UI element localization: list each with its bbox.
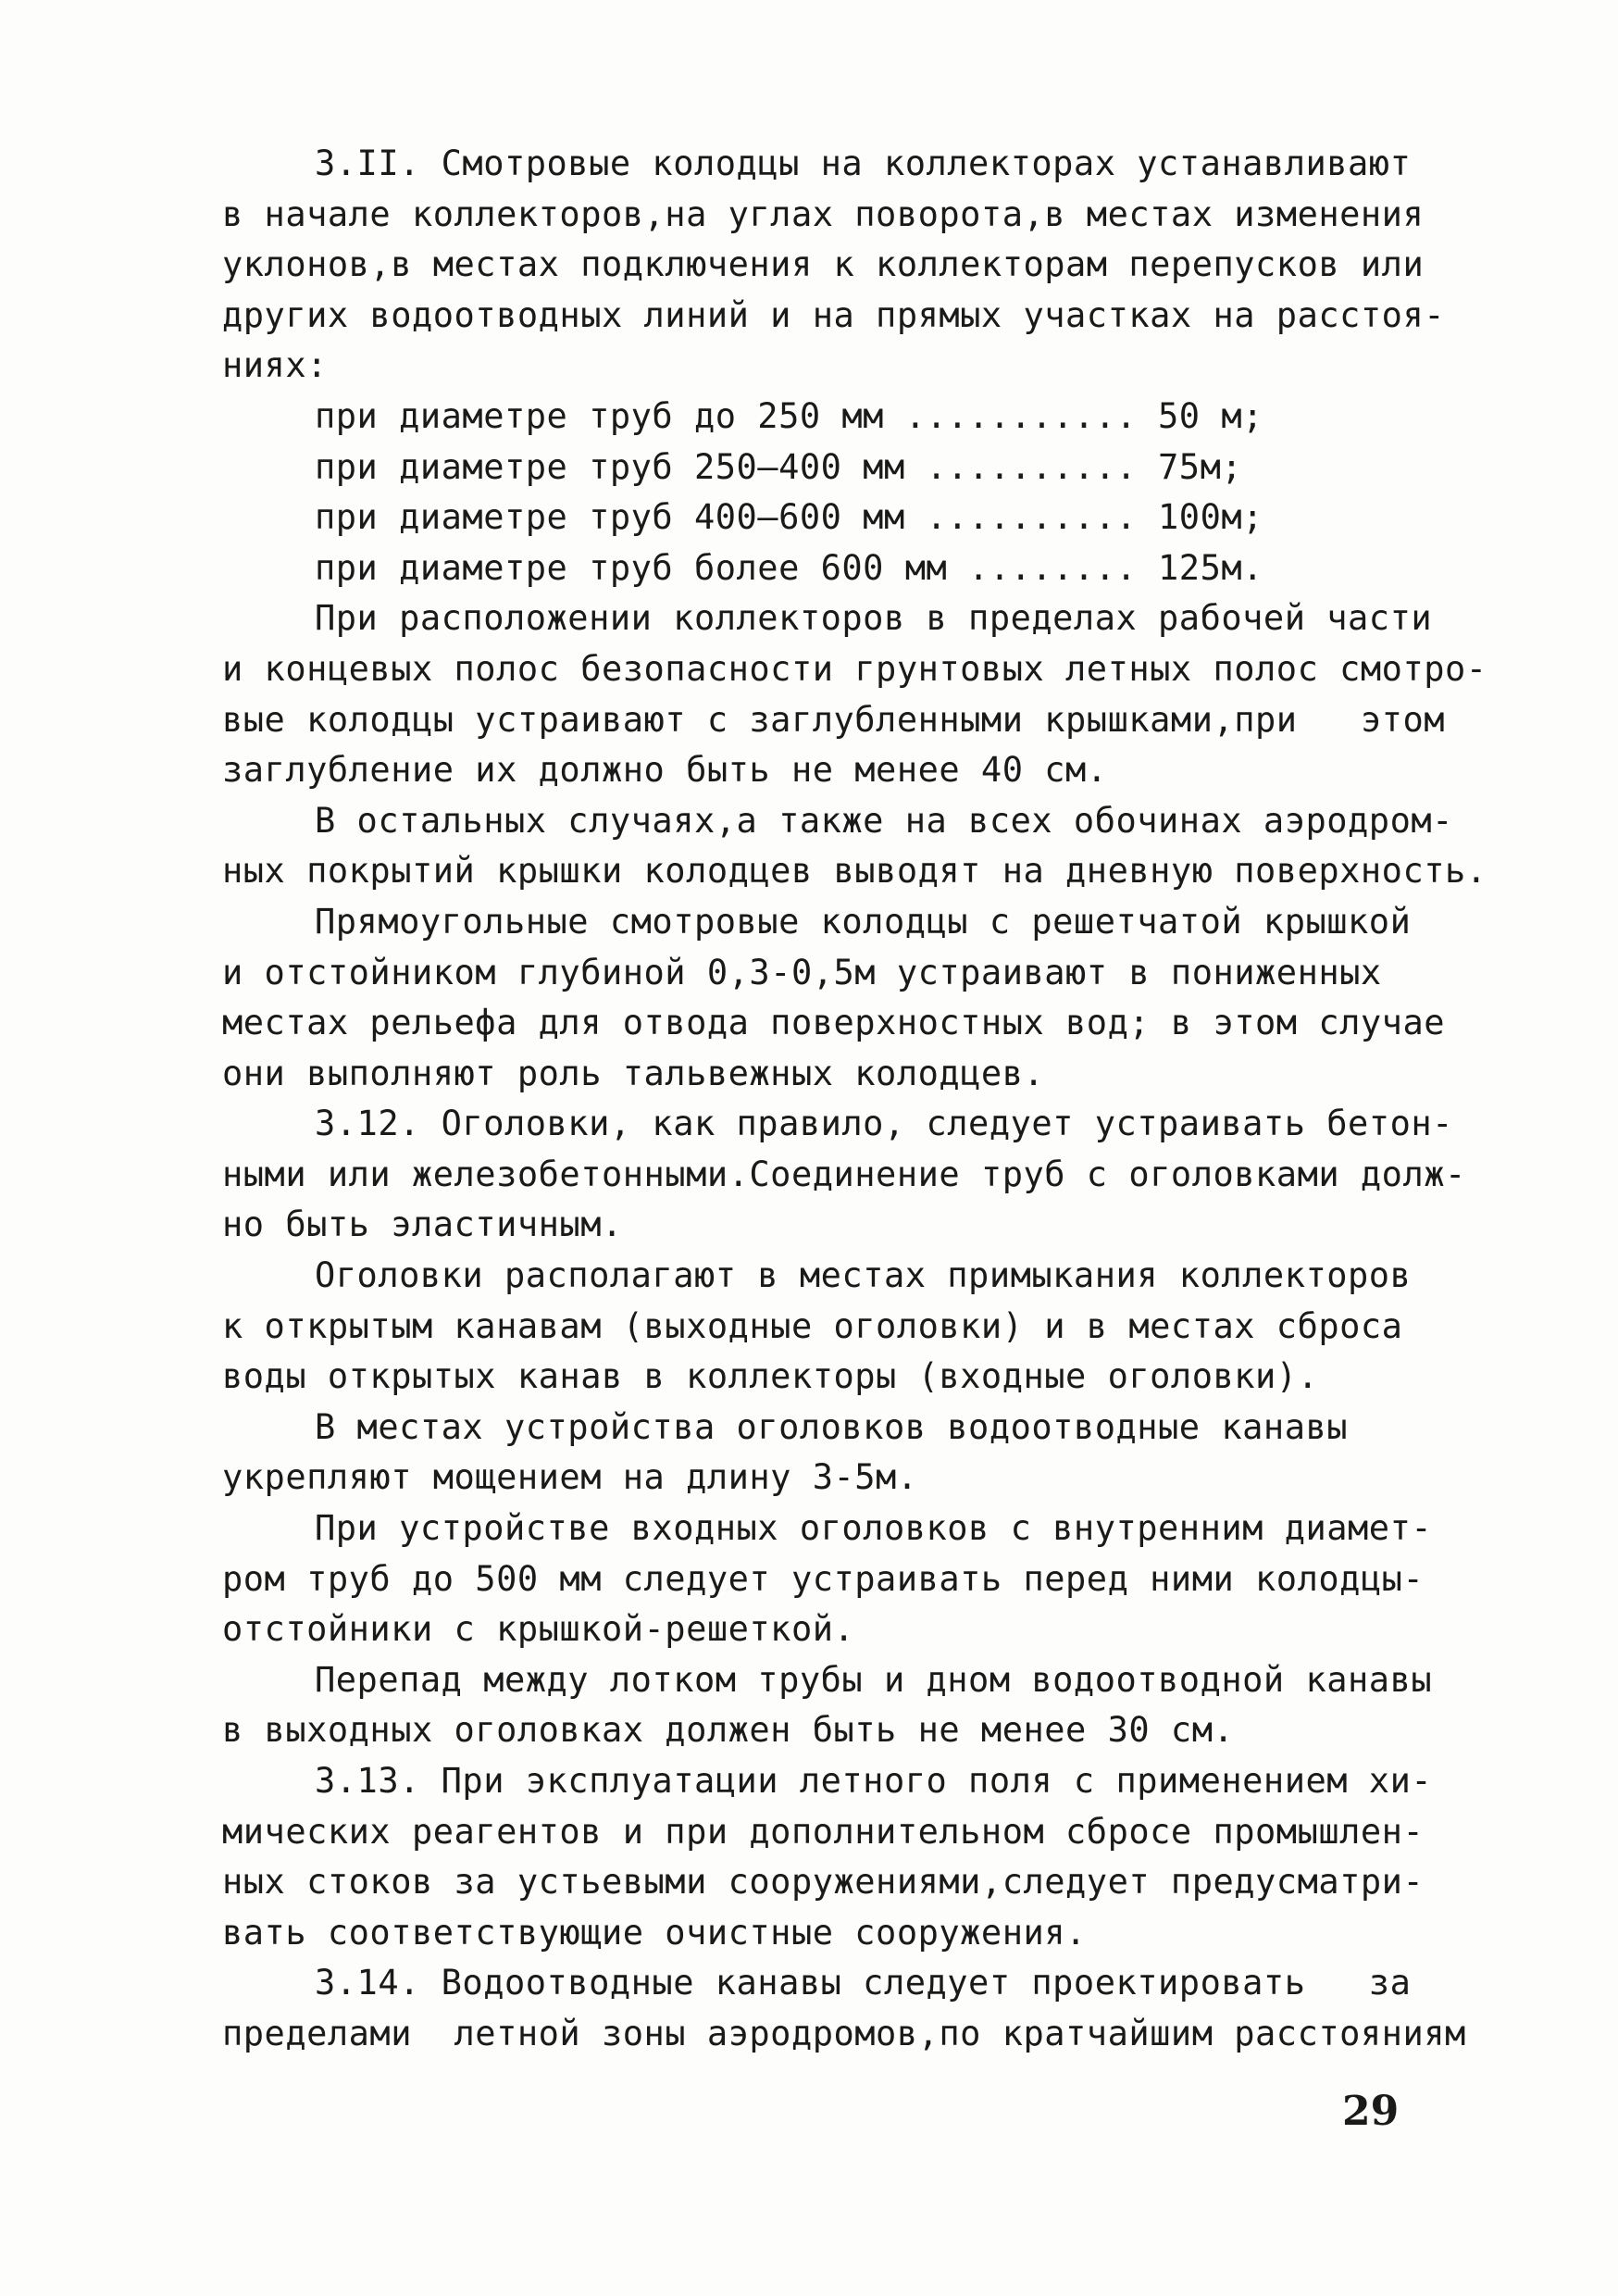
distance-list-item-1: при диаметре труб до 250 мм ........... 50 м; [315,395,1263,436]
paragraph-3-12-line-3: но быть эластичным. [222,1204,623,1245]
paragraph-headwalls-line-1: Оголовки располагают в местах примыкания коллекторов [315,1255,1412,1296]
paragraph-3-11-line-3: уклонов,в местах подключения к коллекторам перепусков или [222,244,1425,285]
paragraph-headwalls-line-3: воды открытых канав в коллекторы (входные оголовки). [222,1356,1319,1397]
paragraph-inlet-line-1: При устройстве входных оголовков с внутренним диамет- [315,1508,1433,1549]
paragraph-3-11-line-5: ниях: [222,345,328,386]
document-body [222,139,1487,2060]
paragraph-3-13-line-4: вать соответствующие очистные сооружения. [222,1912,1087,1953]
paragraph-rect-wells-line-1: Прямоугольные смотровые колодцы с решетчатой крышкой [315,901,1412,942]
paragraph-headwalls-line-2: к открытым канавам (выходные оголовки) и в местах сброса [222,1305,1403,1346]
page-number: 29 [1342,2088,1400,2135]
paragraph-collectors-line-3: вые колодцы устраивают с заглубленными крышками,при этом [222,699,1446,740]
paragraph-rect-wells-line-4: они выполняют роль тальвежных колодцев. [222,1053,1045,1093]
paragraph-3-14-line-1: 3.14. Водоотводные канавы следует проектировать за [315,1963,1412,2003]
paragraph-3-14-line-2: пределами летной зоны аэродромов,по кратчайшим расстояниям [222,2013,1466,2053]
distance-list-item-3: при диаметре труб 400—600 мм .......... 100м; [315,497,1263,538]
paragraph-3-13-line-3: ных стоков за устьевыми сооружениями,следует предусматри- [222,1862,1425,1903]
paragraph-3-12-line-2: ными или железобетонными.Соединение труб с оголовками долж- [222,1154,1466,1194]
paragraph-rect-wells-line-2: и отстойником глубиной 0,3-0,5м устраивают в пониженных [222,952,1382,992]
paragraph-other-cases-line-2: ных покрытий крышки колодцев выводят на дневную поверхность. [222,851,1487,892]
paragraph-collectors-line-4: заглубление их должно быть не менее 40 см. [222,750,1108,791]
paragraph-inlet-line-3: отстойники с крышкой-решеткой. [222,1609,855,1650]
paragraph-drop-line-1: Перепад между лотком трубы и дном водоотводной канавы [315,1659,1433,1700]
paragraph-collectors-line-2: и концевых полос безопасности грунтовых летных полос смотро- [222,648,1487,689]
paragraph-inlet-line-2: ром труб до 500 мм следует устраивать перед ними колодцы- [222,1558,1425,1599]
paragraph-3-12-line-1: 3.12. Оголовки, как правило, следует устраивать бетон- [315,1104,1453,1144]
paragraph-3-11-line-1: 3.II. Смотровые колодцы на коллекторах устанавливают [315,144,1412,183]
paragraph-paving-line-1: В местах устройства оголовков водоотводные канавы [315,1406,1349,1447]
paragraph-paving-line-2: укрепляют мощением на длину 3-5м. [222,1457,918,1498]
paragraph-3-11-line-2: в начале коллекторов,на углах поворота,в местах изменения [222,193,1425,234]
paragraph-3-13-line-1: 3.13. При эксплуатации летного поля с применением хи- [315,1761,1433,1801]
paragraph-drop-line-2: в выходных оголовках должен быть не менее 30 см. [222,1710,1235,1751]
paragraph-other-cases-line-1: В остальных случаях,а также на всех обочинах аэродром- [315,800,1453,841]
paragraph-collectors-line-1: При расположении коллекторов в пределах рабочей части [315,598,1433,639]
paragraph-rect-wells-line-3: местах рельефа для отвода поверхностных вод; в этом случае [222,1003,1446,1043]
paragraph-3-13-line-2: мических реагентов и при дополнительном сбросе промышлен- [222,1811,1425,1852]
distance-list-item-2: при диаметре труб 250—400 мм .......... 75м; [315,446,1243,487]
paragraph-3-11-line-4: других водоотводных линий и на прямых участках на расстоя- [222,294,1446,335]
distance-list-item-4: при диаметре труб более 600 мм ........ 125м. [315,547,1263,588]
